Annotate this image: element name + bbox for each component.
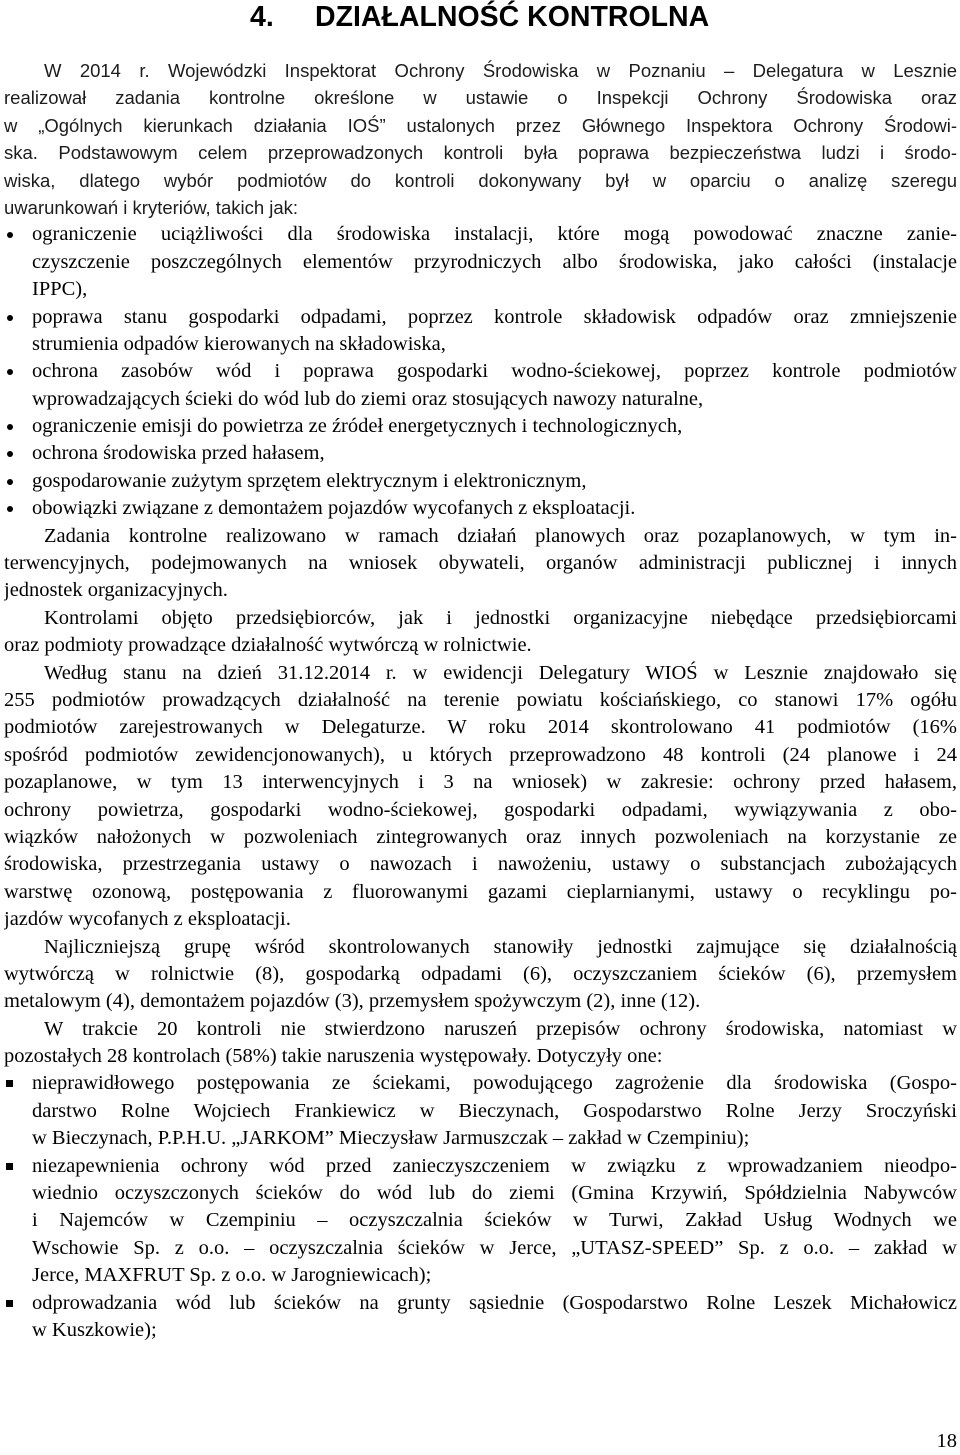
violation-list-item	[4, 1153, 957, 1290]
bullet-icon	[7, 315, 13, 321]
text-line: darstwo Rolne Wojciech Frankiewicz w Bieczynach, Gospodarstwo Rolne Jerzy Sroczyński	[32, 1099, 957, 1122]
paragraph-violations-intro	[4, 1016, 957, 1071]
text-line: ska. Podstawowym celem przeprowadzonych kontroli była poprawa bezpieczeństwa ludzi i środo-	[4, 142, 957, 164]
violations-list	[4, 1070, 957, 1344]
text-line: wiązków nałożonych w pozwoleniach zintegrowanych oraz innych pozwoleniach na korzystanie ze	[4, 825, 957, 848]
text-line: obowiązki związane z demontażem pojazdów wycofanych z eksploatacji.	[32, 497, 636, 520]
text-line: w Bieczynach, P.P.H.U. „JARKOM” Mieczysław Jarmuszczak – zakład w Czempiniu);	[32, 1127, 750, 1150]
text-line: ograniczenie uciążliwości dla środowiska instalacji, które mogą powodować znaczne zanie-	[32, 223, 957, 246]
square-bullet-icon	[6, 1300, 13, 1307]
text-line: Według stanu na dzień 31.12.2014 r. w ewidencji Delegatury WIOŚ w Lesznie znajdowało się	[44, 661, 957, 684]
text-line: gospodarowanie zużytym sprzętem elektrycznym i elektronicznym,	[32, 469, 587, 492]
page-number: 18	[936, 1430, 957, 1452]
text-line: warstwę ozonową, postępowania z fluorowanymi gazami cieplarnianymi, ustawy o recyklingu po-	[4, 880, 957, 903]
text-line: wiska, dlatego wybór podmiotów do kontroli dokonywany był w oparciu o analizę szeregu	[4, 169, 957, 191]
section-body	[4, 57, 957, 1344]
text-line: wprowadzających ścieki do wód lub do ziemi oraz stosujących nawozy naturalne,	[32, 387, 704, 410]
text-line: terwencyjnych, podejmowanych na wniosek obywateli, organów administracji publicznej i innych	[4, 552, 957, 575]
text-line: i Najemców w Czempiniu – oczyszczalnia ścieków w Turwi, Zakład Usług Wodnych we	[32, 1209, 957, 1232]
bullet-icon	[7, 479, 13, 485]
criteria-list-item	[4, 413, 957, 440]
text-line: 255 podmiotów prowadzących działalność na terenie powiatu kościańskiego, co stanowi 17% ogółu	[4, 688, 957, 711]
text-line: jednostek organizacyjnych.	[4, 579, 228, 602]
text-line: niezapewnienia ochrony wód przed zanieczyszczeniem w związku z wprowadzaniem nieodpo-	[32, 1154, 957, 1177]
text-line: pozostałych 28 kontrolach (58%) takie naruszenia występowały. Dotyczyły one:	[4, 1045, 663, 1068]
text-line: poprawa stanu gospodarki odpadami, poprzez kontrole składowisk odpadów oraz zmniejszenie	[32, 305, 957, 328]
text-line: nieprawidłowego postępowania ze ściekami, powodującego zagrożenie dla środowiska (Gospo-	[32, 1072, 957, 1095]
paragraph-control-subjects	[4, 605, 957, 660]
text-line: ochrona zasobów wód i poprawa gospodarki wodno-ściekowej, poprzez kontrole podmiotów	[32, 360, 957, 383]
criteria-list	[4, 221, 957, 522]
text-line: wytwórczą w rolnictwie (8), gospodarką odpadami (6), oczyszczaniem ścieków (6), przemysłem	[4, 962, 957, 985]
criteria-list-item	[4, 304, 957, 359]
text-line: uwarunkowań i kryteriów, takich jak:	[4, 196, 299, 218]
text-line: w „Ogólnych kierunkach działania IOŚ” ustalonych przez Głównego Inspektora Ochrony Środowi-	[4, 114, 957, 136]
square-bullet-icon	[6, 1080, 13, 1087]
violation-list-item	[4, 1070, 957, 1152]
text-line: Zadania kontrolne realizowano w ramach działań planowych oraz pozaplanowych, w tym in-	[44, 524, 957, 547]
paragraph-intro	[4, 57, 957, 221]
text-line: W trakcie 20 kontroli nie stwierdzono naruszeń przepisów ochrony środowiska, natomiast w	[44, 1017, 957, 1040]
criteria-list-item	[4, 221, 957, 303]
violation-list-item	[4, 1290, 957, 1345]
text-line: Wschowie Sp. z o.o. – oczyszczalnia ścieków w Jerce, „UTASZ-SPEED” Sp. z o.o. – zakład w	[32, 1236, 957, 1259]
criteria-list-item	[4, 358, 957, 413]
paragraph-largest-group	[4, 934, 957, 1016]
criteria-list-item	[4, 495, 957, 522]
text-line: czyszczenie poszczególnych elementów przyrodniczych albo środowiska, jako całości (instalacje	[32, 250, 957, 273]
text-line: pozaplanowe, w tym 13 interwencyjnych i 3 na wniosek) w zakresie: ochrony przed hałasem,	[4, 771, 957, 794]
criteria-list-item	[4, 440, 957, 467]
text-line: oraz podmioty prowadzące działalność wytwórczą w rolnictwie.	[4, 634, 532, 657]
paragraph-statistics	[4, 660, 957, 934]
text-line: w Kuszkowie);	[32, 1318, 157, 1341]
text-line: ochrona środowiska przed hałasem,	[32, 442, 325, 465]
text-line: środowiska, przestrzegania ustawy o nawozach i nawożeniu, ustawy o substancjach zubożających	[4, 853, 957, 876]
criteria-list-item	[4, 468, 957, 495]
square-bullet-icon	[6, 1163, 13, 1170]
section-title: DZIAŁALNOŚĆ KONTROLNA	[315, 1, 710, 33]
text-line: odprowadzania wód lub ścieków na grunty sąsiednie (Gospodarstwo Rolne Leszek Michałowicz	[32, 1291, 957, 1314]
text-line: Jerce, MAXFRUT Sp. z o.o. w Jarogniewicach);	[32, 1264, 432, 1287]
text-line: wiednio oczyszczonych ścieków do wód lub do ziemi (Gmina Krzywiń, Spółdzielnia Nabywców	[32, 1182, 957, 1205]
text-line: Kontrolami objęto przedsiębiorców, jak i jednostki organizacyjne niebędące przedsiębiorcami	[44, 606, 957, 629]
text-line: realizował zadania kontrolne określone w ustawie o Inspekcji Ochrony Środowiska oraz	[4, 87, 957, 109]
text-line: ograniczenie emisji do powietrza ze źródeł energetycznych i technologicznych,	[32, 415, 683, 438]
text-line: metalowym (4), demontażem pojazdów (3), przemysłem spożywczym (2), inne (12).	[4, 990, 701, 1013]
text-line: podmiotów zarejestrowanych w Delegaturze. W roku 2014 skontrolowano 41 podmiotów (16%	[4, 716, 957, 739]
text-line: Najliczniejszą grupę wśród skontrolowanych stanowiły jednostki zajmujące się działalnością	[44, 935, 957, 958]
text-line: W 2014 r. Wojewódzki Inspektorat Ochrony Środowiska w Poznaniu – Delegatura w Lesznie	[44, 60, 957, 81]
text-line: IPPC),	[32, 278, 88, 301]
text-line: ochrony powietrza, gospodarki wodno-ściekowej, gospodarki odpadami, wywiązywania z obo-	[4, 798, 957, 821]
text-line: strumienia odpadów kierowanych na składowiska,	[32, 332, 446, 355]
text-line: spośród podmiotów zewidencjonowanych), u których przeprowadzono 48 kontroli (24 planowe i 24	[4, 743, 957, 766]
text-line: jazdów wycofanych z eksploatacji.	[4, 908, 291, 931]
section-heading	[250, 0, 709, 34]
section-number: 4.	[250, 1, 274, 33]
paragraph-control-scope	[4, 523, 957, 605]
